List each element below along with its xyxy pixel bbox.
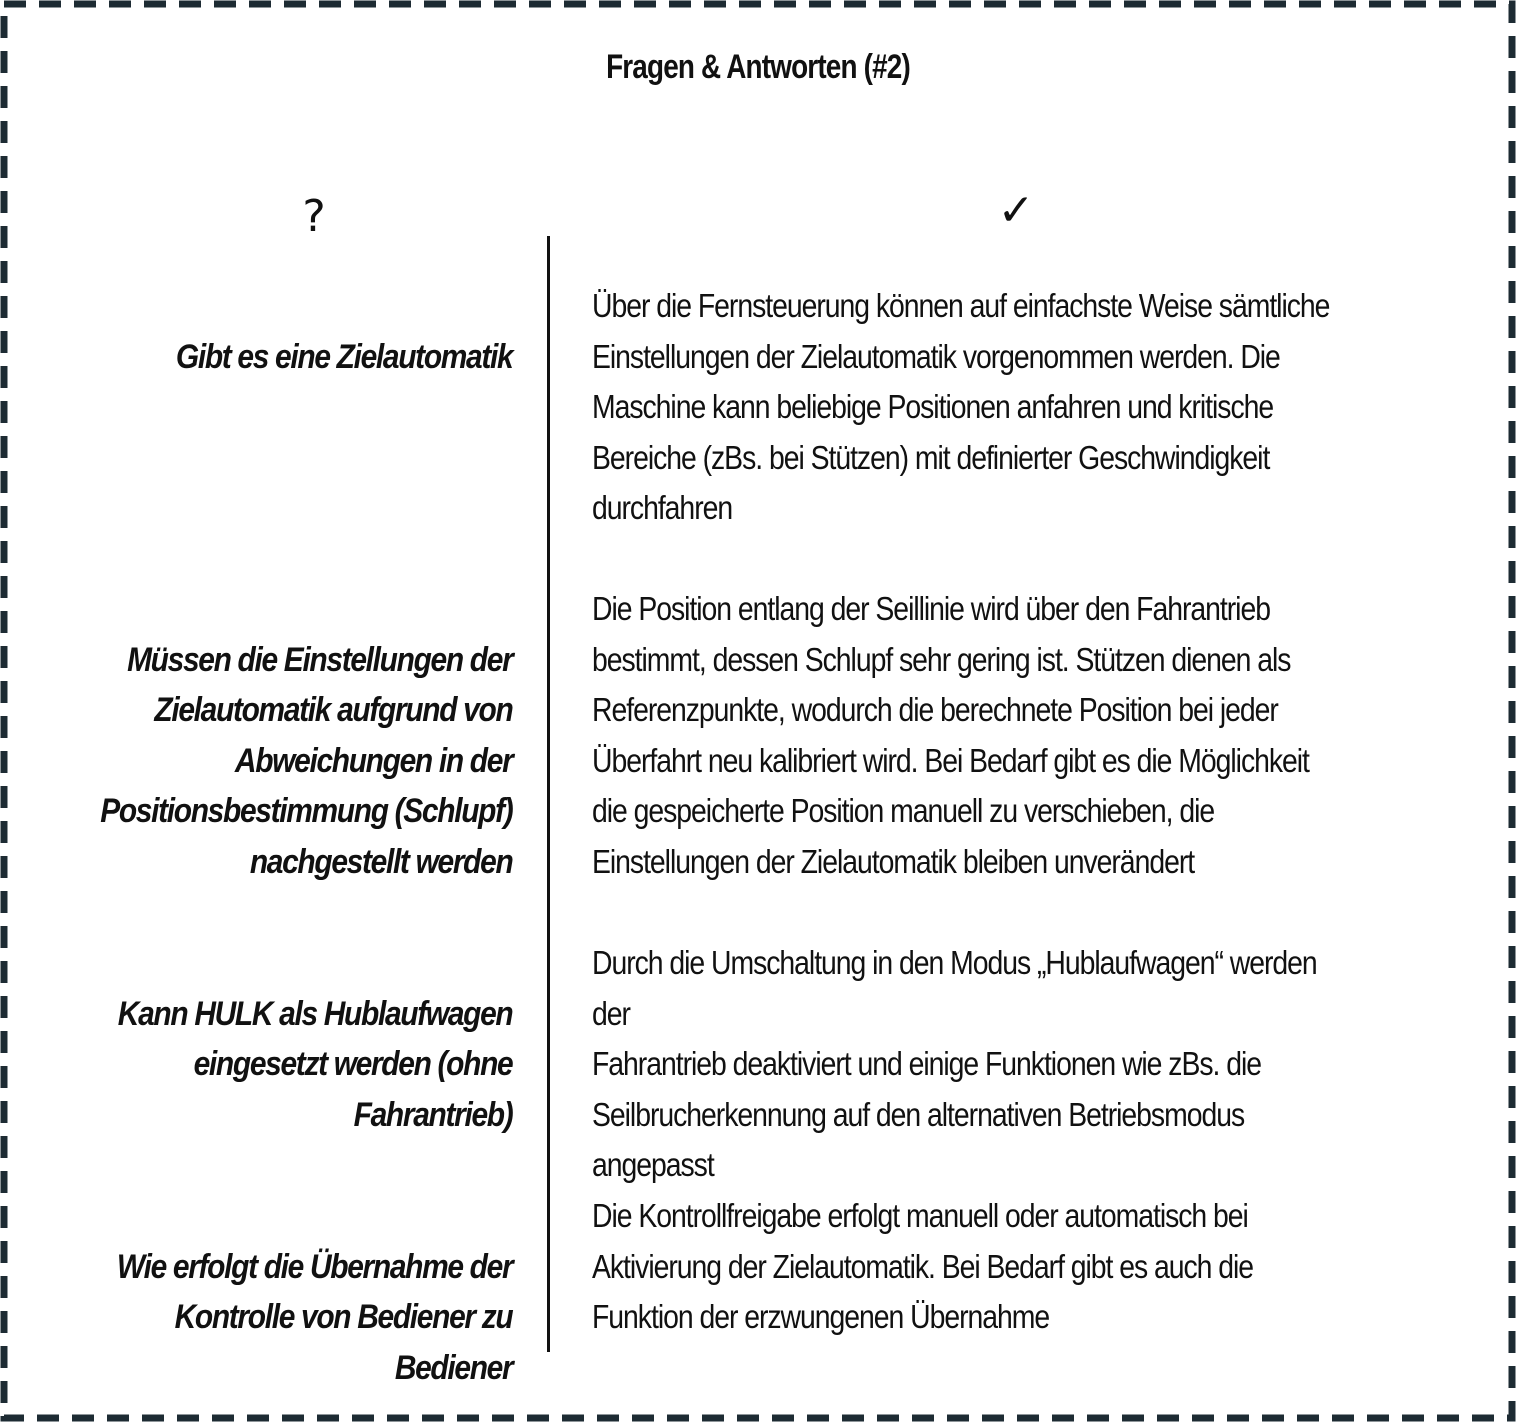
answer-4: Die Kontrollfreigabe erfolgt manuell oder automatisch bei Aktivierung der Zielautomatik. Bei Bedarf gibt es auch die Funktion der erzwungenen Übernahme [592,1197,1254,1335]
question-4 [42,1191,512,1393]
answer-2: Die Position entlang der Seillinie wird über den Fahrantrieb bestimmt, dessen Schlupf sehr gering ist. Stützen dienen als Referenzpunkte, wodurch die berechnete Position bei jeder Überfahrt neu kalibriert wird. Bei Bedarf gibt es die Möglichkeit die gespeicherte Position manuell zu verschieben, die Einstellungen der Zielautomatik bleiben unverändert [592,590,1309,880]
question-3-text: Kann HULK als Hublaufwagen eingesetzt werden (ohne Fahrantrieb) [117,994,512,1134]
answer-1: Über die Fernsteuerung können auf einfachste Weise sämtliche Einstellungen der Zielautomatik vorgenommen werden. Die Maschine kann beliebige Positionen anfahren und kritische Bereiche (zBs. bei Stützen) mit definierter Geschwindigkeit durchfahren [592,287,1330,526]
column-divider [547,236,550,1352]
question-1-text: Gibt es eine Zielautomatik [175,337,512,376]
question-mark-icon: ? [302,191,326,242]
question-2 [42,584,512,887]
page-title: Fragen & Antworten (#2) [606,48,910,86]
question-1 [42,281,512,382]
answer-3: Durch die Umschaltung in den Modus „Hublaufwagen“ werden der Fahrantrieb deaktiviert und einige Funktionen wie zBs. die Seilbrucherkennung auf den alternativen Betriebsmodus angepasst [592,944,1317,1183]
checkmark-icon: ✓ [997,185,1035,236]
question-3 [42,938,512,1140]
question-4-text: Wie erfolgt die Übernahme der Kontrolle von Bediener zu Bediener [116,1247,512,1387]
question-2-text: Müssen die Einstellungen der Zielautomatik aufgrund von Abweichungen in der Positionsbestimmung (Schlupf) nachgestellt werden [99,640,512,881]
